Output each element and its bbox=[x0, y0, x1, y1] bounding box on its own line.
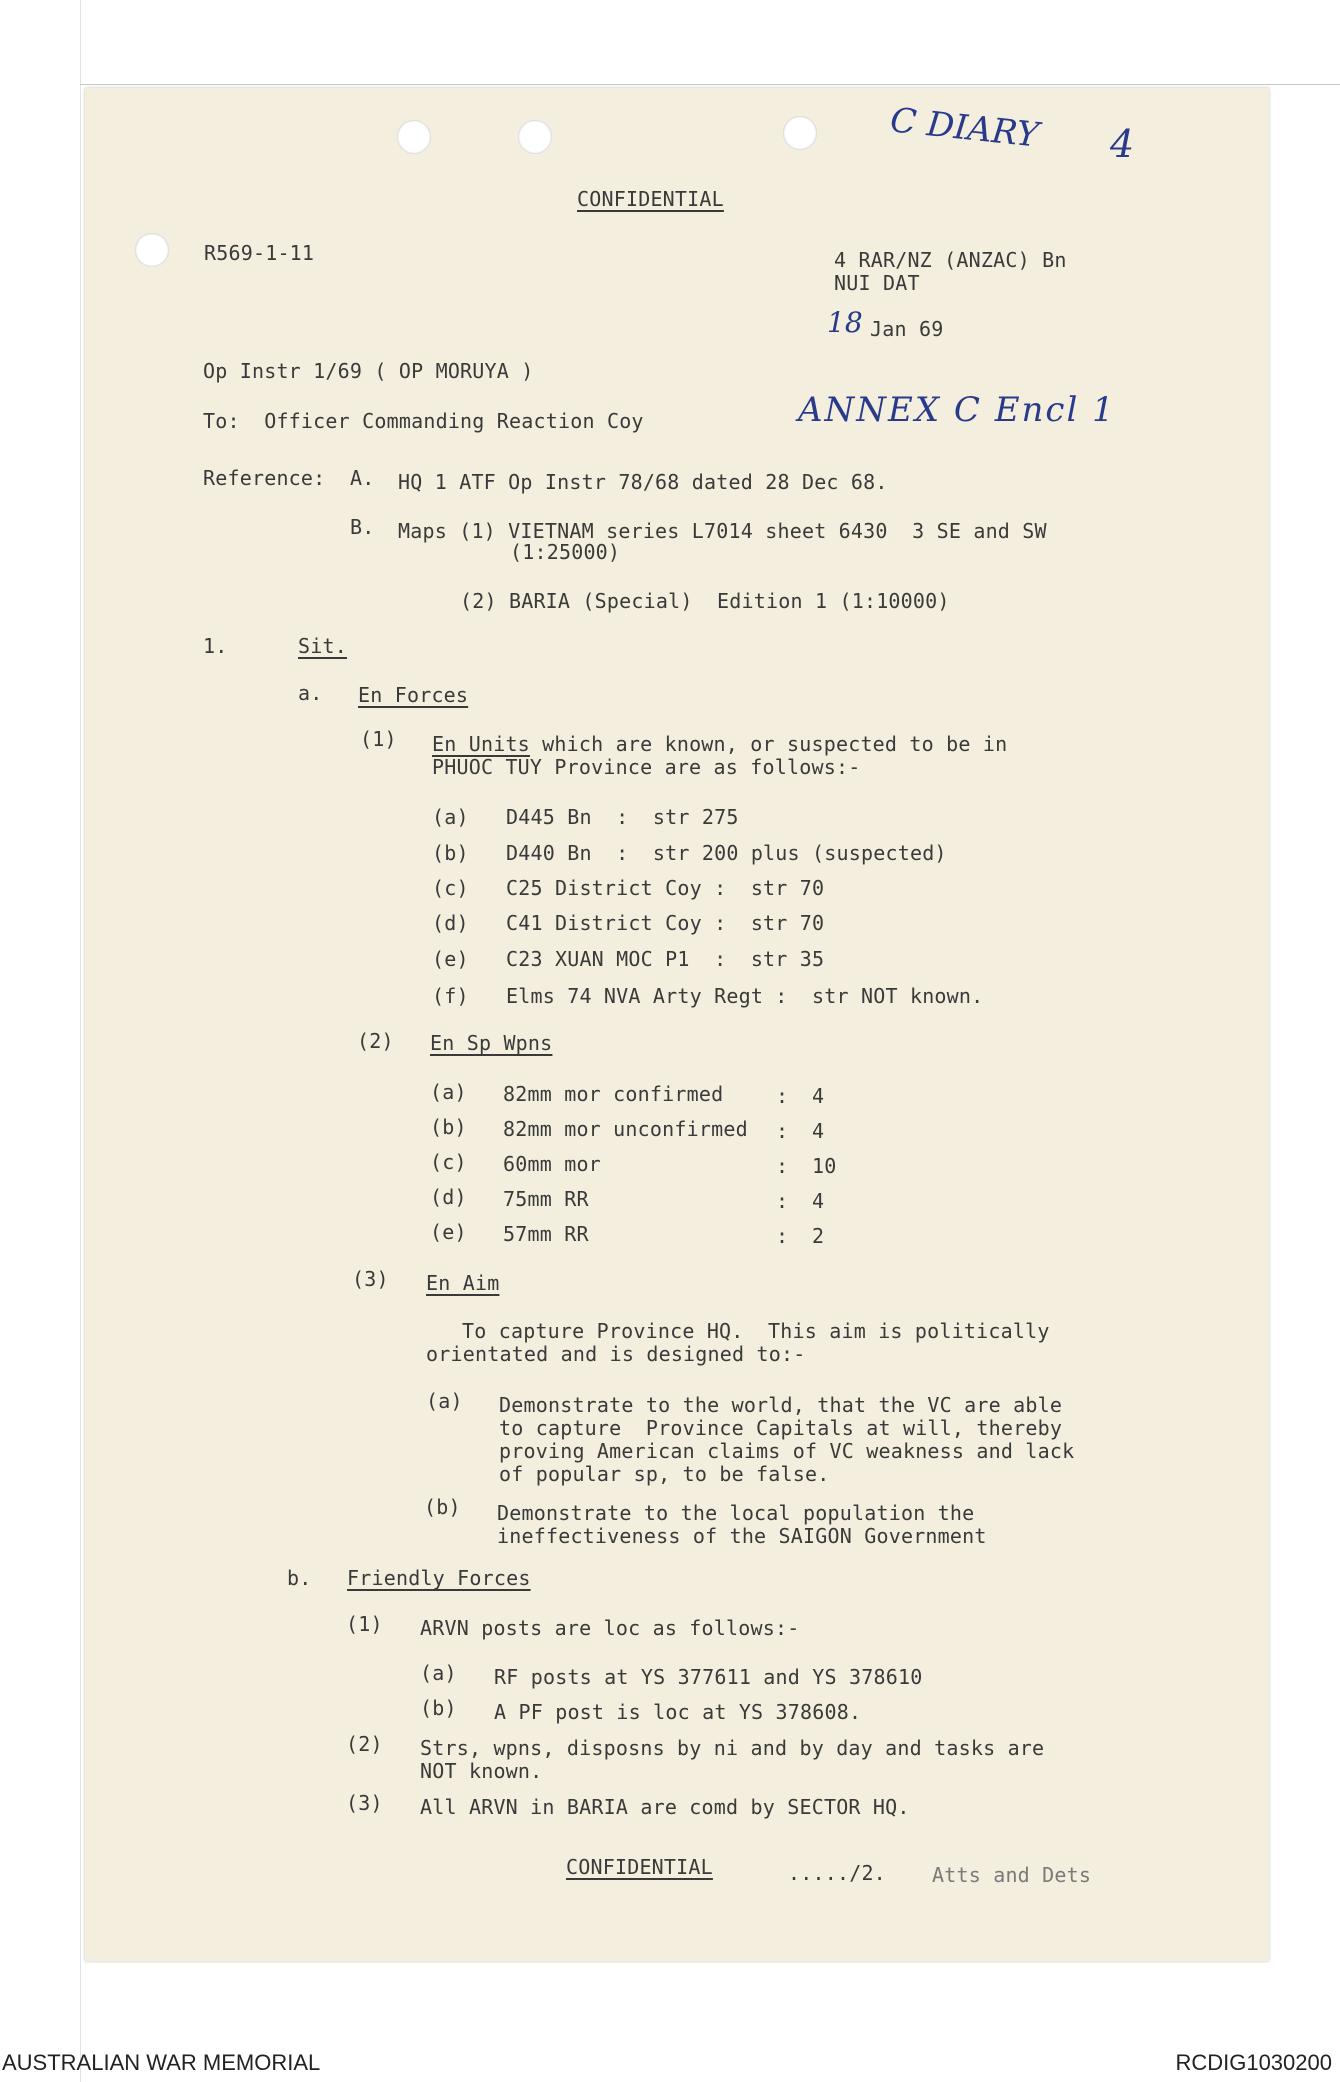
wpn-key: (e) bbox=[430, 1220, 467, 1244]
en-wpns-num: (2) bbox=[357, 1029, 394, 1053]
subsection-b-title: Friendly Forces bbox=[347, 1566, 531, 1590]
ff2-num: (2) bbox=[346, 1732, 383, 1756]
unit-name: 4 RAR/NZ (ANZAC) Bn bbox=[834, 248, 1067, 272]
en-aim-b-text: ineffectiveness of the SAIGON Government bbox=[497, 1524, 987, 1548]
en-aim-para: orientated and is designed to:- bbox=[426, 1342, 806, 1366]
en-units-intro bbox=[432, 733, 1007, 756]
en-units-num: (1) bbox=[360, 727, 397, 751]
classification-bottom: CONFIDENTIAL bbox=[566, 1855, 713, 1879]
ff1-text: ARVN posts are loc as follows:- bbox=[420, 1616, 800, 1640]
classification-top: CONFIDENTIAL bbox=[577, 187, 724, 211]
wpn-count: 2 bbox=[812, 1224, 825, 1248]
section-number: 1. bbox=[203, 634, 228, 658]
handwritten-diary-number: 4 bbox=[1110, 122, 1135, 166]
wpn-colon: : bbox=[776, 1119, 789, 1143]
en-aim-a-key: (a) bbox=[426, 1389, 463, 1413]
ff2-text: NOT known. bbox=[420, 1759, 543, 1783]
en-unit-item: C23 XUAN MOC P1 : str 35 bbox=[506, 947, 825, 971]
ff3-num: (3) bbox=[346, 1791, 383, 1815]
wpn-name: 82mm mor unconfirmed bbox=[503, 1117, 748, 1141]
en-aim-a-text: of popular sp, to be false. bbox=[499, 1462, 830, 1486]
subsection-b-key: b. bbox=[287, 1566, 312, 1590]
document-date: Jan 69 bbox=[870, 317, 944, 341]
wpn-name: 57mm RR bbox=[503, 1222, 589, 1246]
en-aim-b-key: (b) bbox=[424, 1495, 461, 1519]
en-aim-a-text: proving American claims of VC weakness and lack bbox=[499, 1439, 1075, 1463]
ff1-a-key: (a) bbox=[420, 1661, 457, 1685]
ff1-num: (1) bbox=[346, 1612, 383, 1636]
ff2-text: Strs, wpns, disposns by ni and by day and tasks are bbox=[420, 1736, 1045, 1760]
subsection-a-title: En Forces bbox=[358, 683, 469, 707]
wpn-name: 75mm RR bbox=[503, 1187, 589, 1211]
en-aim-a-text: to capture Province Capitals at will, thereby bbox=[499, 1416, 1063, 1440]
en-aim-b-text: Demonstrate to the local population the bbox=[497, 1501, 975, 1525]
en-unit-key: (c) bbox=[432, 876, 469, 900]
wpn-key: (a) bbox=[430, 1080, 467, 1104]
reference-a-key: A. bbox=[350, 466, 375, 490]
ff1-b-text: A PF post is loc at YS 378608. bbox=[494, 1700, 862, 1724]
en-units-title: En Units bbox=[432, 732, 530, 756]
en-unit-item: D445 Bn : str 275 bbox=[506, 805, 739, 829]
file-reference: R569-1-11 bbox=[204, 241, 315, 265]
continuation-marker: ...../2. bbox=[788, 1861, 886, 1885]
reference-b2: (2) BARIA (Special) Edition 1 (1:10000) bbox=[460, 589, 950, 613]
punch-hole bbox=[397, 120, 431, 154]
wpn-key: (d) bbox=[430, 1185, 467, 1209]
wpn-key: (c) bbox=[430, 1150, 467, 1174]
en-unit-key: (e) bbox=[432, 947, 469, 971]
reference-label: Reference: bbox=[203, 466, 326, 490]
punch-hole bbox=[135, 233, 169, 267]
wpn-colon: : bbox=[776, 1084, 789, 1108]
handwritten-diary-note: C DIARY bbox=[888, 100, 1041, 156]
ff1-b-key: (b) bbox=[420, 1696, 457, 1720]
punch-hole bbox=[518, 120, 552, 154]
reference-b-maps: Maps (1) VIETNAM series L7014 sheet 6430 3 SE and SW bbox=[398, 519, 1047, 543]
en-unit-item: Elms 74 NVA Arty Regt : str NOT known. bbox=[506, 984, 984, 1008]
section-title: Sit. bbox=[298, 634, 347, 658]
en-aim-num: (3) bbox=[352, 1267, 389, 1291]
addressee: To: Officer Commanding Reaction Coy bbox=[203, 409, 644, 433]
en-units-intro-rest: which are known, or suspected to be in bbox=[529, 732, 1008, 756]
wpn-count: 4 bbox=[812, 1084, 825, 1108]
subsection-a-key: a. bbox=[298, 681, 323, 705]
reference-b-scale: (1:25000) bbox=[510, 540, 621, 564]
scan-top-line bbox=[80, 84, 1340, 85]
wpn-colon: : bbox=[776, 1154, 789, 1178]
en-wpns-title: En Sp Wpns bbox=[430, 1031, 553, 1055]
en-aim-title: En Aim bbox=[426, 1271, 500, 1295]
wpn-colon: : bbox=[776, 1189, 789, 1213]
en-aim-para: To capture Province HQ. This aim is politically bbox=[462, 1319, 1050, 1343]
archive-name: AUSTRALIAN WAR MEMORIAL bbox=[2, 2050, 321, 2075]
en-unit-key: (f) bbox=[432, 984, 469, 1008]
en-aim-a-text: Demonstrate to the world, that the VC are able bbox=[499, 1393, 1063, 1417]
en-unit-item: C25 District Coy : str 70 bbox=[506, 876, 825, 900]
unit-location: NUI DAT bbox=[834, 271, 920, 295]
ff3-text: All ARVN in BARIA are comd by SECTOR HQ. bbox=[420, 1795, 910, 1819]
en-unit-key: (b) bbox=[432, 841, 469, 865]
punch-hole bbox=[783, 116, 817, 150]
en-unit-key: (a) bbox=[432, 805, 469, 829]
wpn-count: 4 bbox=[812, 1119, 825, 1143]
en-unit-item: C41 District Coy : str 70 bbox=[506, 911, 825, 935]
wpn-key: (b) bbox=[430, 1115, 467, 1139]
wpn-count: 10 bbox=[812, 1154, 837, 1178]
wpn-name: 82mm mor confirmed bbox=[503, 1082, 724, 1106]
reference-a: HQ 1 ATF Op Instr 78/68 dated 28 Dec 68. bbox=[398, 470, 888, 494]
reference-b-key: B. bbox=[350, 515, 375, 539]
handwritten-annex: ANNEX C Encl 1 bbox=[798, 390, 1116, 430]
wpn-count: 4 bbox=[812, 1189, 825, 1213]
archive-id: RCDIG1030200 bbox=[1175, 2050, 1332, 2075]
wpn-name: 60mm mor bbox=[503, 1152, 601, 1176]
op-instr-title: Op Instr 1/69 ( OP MORUYA ) bbox=[203, 359, 534, 383]
ff1-a-text: RF posts at YS 377611 and YS 378610 bbox=[494, 1665, 923, 1689]
wpn-colon: : bbox=[776, 1224, 789, 1248]
handwritten-date-day: 18 bbox=[827, 306, 863, 339]
en-unit-key: (d) bbox=[432, 911, 469, 935]
en-unit-item: D440 Bn : str 200 plus (suspected) bbox=[506, 841, 947, 865]
attachments-note: Atts and Dets bbox=[932, 1863, 1092, 1887]
en-units-intro-line2: PHUOC TUY Province are as follows:- bbox=[432, 755, 861, 779]
scan-edge-line bbox=[80, 0, 81, 2082]
